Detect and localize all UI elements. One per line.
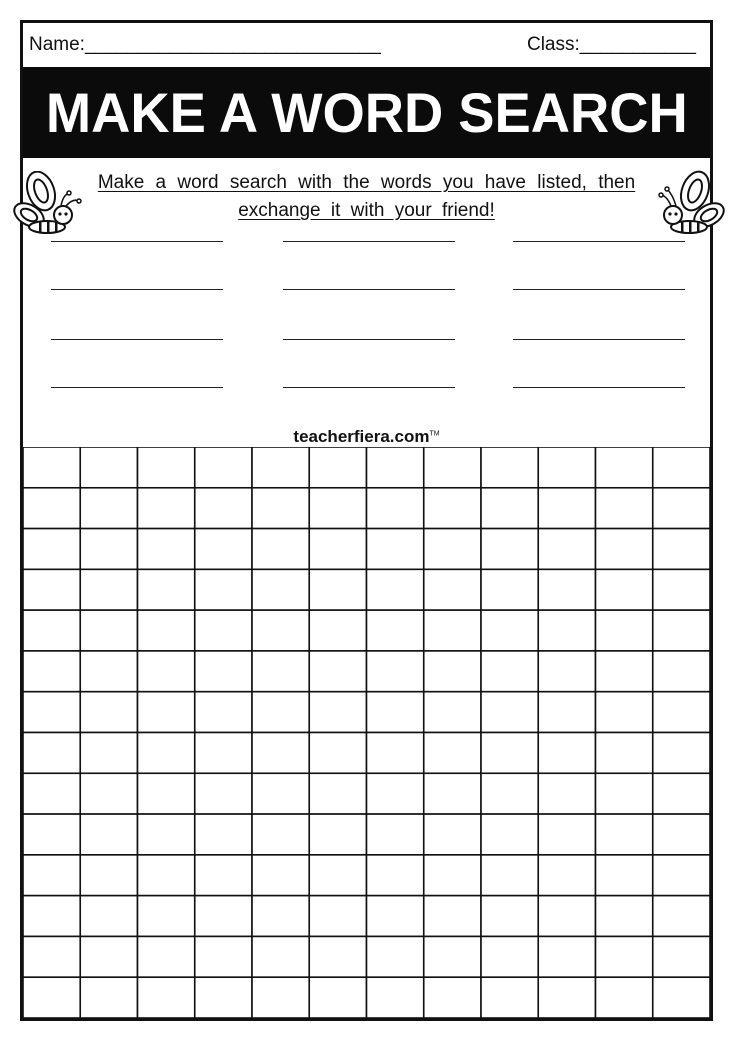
grid-cell[interactable] xyxy=(481,936,538,977)
grid-cell[interactable] xyxy=(538,651,595,692)
grid-cell[interactable] xyxy=(424,855,481,896)
grid-cell[interactable] xyxy=(195,896,252,937)
grid-cell[interactable] xyxy=(195,977,252,1018)
grid-cell[interactable] xyxy=(653,936,710,977)
grid-cell[interactable] xyxy=(195,814,252,855)
grid-cell[interactable] xyxy=(481,814,538,855)
grid-cell[interactable] xyxy=(23,610,80,651)
grid-cell[interactable] xyxy=(424,529,481,570)
grid-cell[interactable] xyxy=(23,936,80,977)
grid-cell[interactable] xyxy=(538,977,595,1018)
grid-cell[interactable] xyxy=(481,569,538,610)
grid-cell[interactable] xyxy=(138,569,195,610)
grid-cell[interactable] xyxy=(23,855,80,896)
grid-cell[interactable] xyxy=(252,977,309,1018)
grid-cell[interactable] xyxy=(23,569,80,610)
grid-cell[interactable] xyxy=(538,610,595,651)
page-title: MAKE A WORD SEARCH xyxy=(45,81,688,144)
grid-cell[interactable] xyxy=(23,447,80,488)
grid-cell[interactable] xyxy=(138,651,195,692)
grid-cell[interactable] xyxy=(653,447,710,488)
grid-cell[interactable] xyxy=(195,447,252,488)
grid-cell[interactable] xyxy=(481,733,538,774)
grid-cell[interactable] xyxy=(424,814,481,855)
grid-cell[interactable] xyxy=(424,773,481,814)
grid-cell[interactable] xyxy=(80,529,137,570)
grid-cell[interactable] xyxy=(424,733,481,774)
grid-cell[interactable] xyxy=(653,610,710,651)
grid-cell[interactable] xyxy=(653,977,710,1018)
grid-cell[interactable] xyxy=(309,569,366,610)
word-entry-line[interactable] xyxy=(283,241,455,242)
grid-cell[interactable] xyxy=(138,936,195,977)
grid-cell[interactable] xyxy=(367,692,424,733)
grid-cell[interactable] xyxy=(138,488,195,529)
grid-cell[interactable] xyxy=(195,610,252,651)
grid-cell[interactable] xyxy=(653,896,710,937)
grid-cell[interactable] xyxy=(596,651,653,692)
grid-cell[interactable] xyxy=(424,936,481,977)
grid-cell[interactable] xyxy=(367,569,424,610)
grid-cell[interactable] xyxy=(23,773,80,814)
grid-cell[interactable] xyxy=(481,488,538,529)
grid-cell[interactable] xyxy=(80,610,137,651)
grid-cell[interactable] xyxy=(138,773,195,814)
grid-cell[interactable] xyxy=(596,447,653,488)
grid-cell[interactable] xyxy=(367,651,424,692)
grid-cell[interactable] xyxy=(538,896,595,937)
grid-cell[interactable] xyxy=(138,733,195,774)
grid-cell[interactable] xyxy=(195,488,252,529)
grid-cell[interactable] xyxy=(80,651,137,692)
grid-cell[interactable] xyxy=(596,977,653,1018)
grid-cell[interactable] xyxy=(309,651,366,692)
grid-cell[interactable] xyxy=(80,733,137,774)
trademark-mark: TM xyxy=(429,430,440,438)
grid-cell[interactable] xyxy=(538,855,595,896)
grid-cell[interactable] xyxy=(309,529,366,570)
grid-cell[interactable] xyxy=(309,855,366,896)
grid-cell[interactable] xyxy=(481,855,538,896)
grid-cell[interactable] xyxy=(481,447,538,488)
grid-cell[interactable] xyxy=(138,855,195,896)
grid-cell[interactable] xyxy=(252,447,309,488)
grid-cell[interactable] xyxy=(367,814,424,855)
grid-cell[interactable] xyxy=(538,733,595,774)
grid-cell[interactable] xyxy=(424,488,481,529)
grid-cell[interactable] xyxy=(252,814,309,855)
brand-label xyxy=(23,427,710,447)
grid-cell[interactable] xyxy=(538,529,595,570)
grid-cell[interactable] xyxy=(367,977,424,1018)
grid-cell[interactable] xyxy=(538,569,595,610)
grid-cell[interactable] xyxy=(367,733,424,774)
grid-cell[interactable] xyxy=(481,610,538,651)
grid-cell[interactable] xyxy=(653,529,710,570)
grid-cell[interactable] xyxy=(424,896,481,937)
grid-cell[interactable] xyxy=(653,855,710,896)
grid-cell[interactable] xyxy=(195,733,252,774)
instruction-line-2: exchange it with your friend! xyxy=(238,200,495,221)
grid-cell[interactable] xyxy=(596,814,653,855)
grid-cell[interactable] xyxy=(195,529,252,570)
class-field[interactable]: Class:___________ xyxy=(526,34,696,55)
grid-cell[interactable] xyxy=(252,651,309,692)
grid-lines xyxy=(23,447,710,1018)
instruction-line-1: Make a word search with the words you have listed, then xyxy=(97,172,636,193)
grid-cell[interactable] xyxy=(309,814,366,855)
word-entry-line[interactable] xyxy=(513,387,685,388)
grid-cell[interactable] xyxy=(80,447,137,488)
grid-cell[interactable] xyxy=(80,896,137,937)
word-entry-line[interactable] xyxy=(51,339,223,340)
grid-cell[interactable] xyxy=(80,814,137,855)
grid-cell[interactable] xyxy=(23,733,80,774)
grid-cell[interactable] xyxy=(195,936,252,977)
title-banner xyxy=(23,67,710,158)
grid-cell[interactable] xyxy=(653,733,710,774)
grid-cell[interactable] xyxy=(138,692,195,733)
grid-cell[interactable] xyxy=(538,814,595,855)
grid-cell[interactable] xyxy=(596,896,653,937)
grid-cell[interactable] xyxy=(653,692,710,733)
grid-cell[interactable] xyxy=(538,488,595,529)
butterfly-icon xyxy=(11,171,91,243)
grid-cell[interactable] xyxy=(252,773,309,814)
grid-cell[interactable] xyxy=(80,488,137,529)
grid-cell[interactable] xyxy=(252,896,309,937)
grid-cell[interactable] xyxy=(309,896,366,937)
grid-cell[interactable] xyxy=(481,651,538,692)
word-search-grid[interactable] xyxy=(23,447,710,1018)
grid-cell[interactable] xyxy=(367,773,424,814)
grid-cell[interactable] xyxy=(80,855,137,896)
word-entry-line[interactable] xyxy=(513,339,685,340)
grid-cell[interactable] xyxy=(195,651,252,692)
grid-cell[interactable] xyxy=(596,529,653,570)
grid-cell[interactable] xyxy=(424,447,481,488)
grid-cell[interactable] xyxy=(653,488,710,529)
grid-cell[interactable] xyxy=(538,447,595,488)
grid-cell[interactable] xyxy=(367,610,424,651)
grid-cell[interactable] xyxy=(138,447,195,488)
grid-cell[interactable] xyxy=(23,814,80,855)
grid-cell[interactable] xyxy=(80,977,137,1018)
grid-cell[interactable] xyxy=(252,610,309,651)
grid-cell[interactable] xyxy=(80,692,137,733)
grid-cell[interactable] xyxy=(23,529,80,570)
worksheet-page xyxy=(20,20,713,1021)
word-entry-line[interactable] xyxy=(51,241,223,242)
grid-cell[interactable] xyxy=(309,488,366,529)
butterfly-icon xyxy=(643,169,729,243)
grid-cell[interactable] xyxy=(424,610,481,651)
grid-cell[interactable] xyxy=(309,447,366,488)
grid-cell[interactable] xyxy=(309,977,366,1018)
grid-cell[interactable] xyxy=(424,692,481,733)
grid-cell[interactable] xyxy=(23,896,80,937)
grid-cell[interactable] xyxy=(596,610,653,651)
grid-cell[interactable] xyxy=(138,896,195,937)
grid-cell[interactable] xyxy=(195,855,252,896)
grid-cell[interactable] xyxy=(138,977,195,1018)
grid-cell[interactable] xyxy=(367,896,424,937)
grid-cell[interactable] xyxy=(23,977,80,1018)
grid-cell[interactable] xyxy=(481,773,538,814)
grid-cell[interactable] xyxy=(424,977,481,1018)
grid-cell[interactable] xyxy=(309,692,366,733)
grid-cell[interactable] xyxy=(80,773,137,814)
grid-cell[interactable] xyxy=(653,814,710,855)
grid-cell[interactable] xyxy=(596,569,653,610)
grid-cell[interactable] xyxy=(80,569,137,610)
grid-cell[interactable] xyxy=(367,936,424,977)
grid-cell[interactable] xyxy=(538,773,595,814)
word-entry-line[interactable] xyxy=(51,289,223,290)
grid-cell[interactable] xyxy=(481,896,538,937)
grid-cell[interactable] xyxy=(23,488,80,529)
grid-cell[interactable] xyxy=(252,692,309,733)
word-entry-line[interactable] xyxy=(513,241,685,242)
grid-cell[interactable] xyxy=(538,936,595,977)
brand-text: teacherfiera.com xyxy=(293,427,430,446)
grid-cell[interactable] xyxy=(252,488,309,529)
word-entry-line[interactable] xyxy=(513,289,685,290)
grid-cell[interactable] xyxy=(252,936,309,977)
grid-cell[interactable] xyxy=(367,529,424,570)
name-class-row xyxy=(23,23,710,67)
grid-cell[interactable] xyxy=(23,651,80,692)
grid-cell[interactable] xyxy=(367,488,424,529)
grid-cell[interactable] xyxy=(252,529,309,570)
grid-cell[interactable] xyxy=(23,692,80,733)
grid-cell[interactable] xyxy=(195,569,252,610)
grid-cell[interactable] xyxy=(596,936,653,977)
word-entry-line[interactable] xyxy=(283,289,455,290)
grid-cell[interactable] xyxy=(538,692,595,733)
grid-cell[interactable] xyxy=(367,447,424,488)
grid-cell[interactable] xyxy=(596,773,653,814)
instructions xyxy=(53,169,680,225)
grid-cell[interactable] xyxy=(653,773,710,814)
grid-cell[interactable] xyxy=(309,936,366,977)
grid-cell[interactable] xyxy=(252,733,309,774)
grid-cell[interactable] xyxy=(424,651,481,692)
grid-cell[interactable] xyxy=(481,977,538,1018)
grid-cell[interactable] xyxy=(195,773,252,814)
word-entry-line[interactable] xyxy=(283,387,455,388)
grid-cell[interactable] xyxy=(309,610,366,651)
name-field[interactable]: Name:____________________________ xyxy=(29,34,381,55)
grid-cell[interactable] xyxy=(309,733,366,774)
grid-cell[interactable] xyxy=(138,610,195,651)
grid-cell[interactable] xyxy=(596,733,653,774)
grid-cell[interactable] xyxy=(424,569,481,610)
grid-cell[interactable] xyxy=(596,692,653,733)
grid-cell[interactable] xyxy=(252,569,309,610)
grid-cell[interactable] xyxy=(309,773,366,814)
grid-cell[interactable] xyxy=(195,692,252,733)
grid-cell[interactable] xyxy=(653,651,710,692)
grid-cell[interactable] xyxy=(481,692,538,733)
grid-cell[interactable] xyxy=(653,569,710,610)
grid-cell[interactable] xyxy=(252,855,309,896)
grid-cell[interactable] xyxy=(481,529,538,570)
grid-cell[interactable] xyxy=(596,855,653,896)
grid-cell[interactable] xyxy=(138,814,195,855)
word-entry-line[interactable] xyxy=(283,339,455,340)
grid-cell[interactable] xyxy=(80,936,137,977)
grid-cell[interactable] xyxy=(367,855,424,896)
grid-cell[interactable] xyxy=(138,529,195,570)
grid-cell[interactable] xyxy=(596,488,653,529)
word-entry-line[interactable] xyxy=(51,387,223,388)
